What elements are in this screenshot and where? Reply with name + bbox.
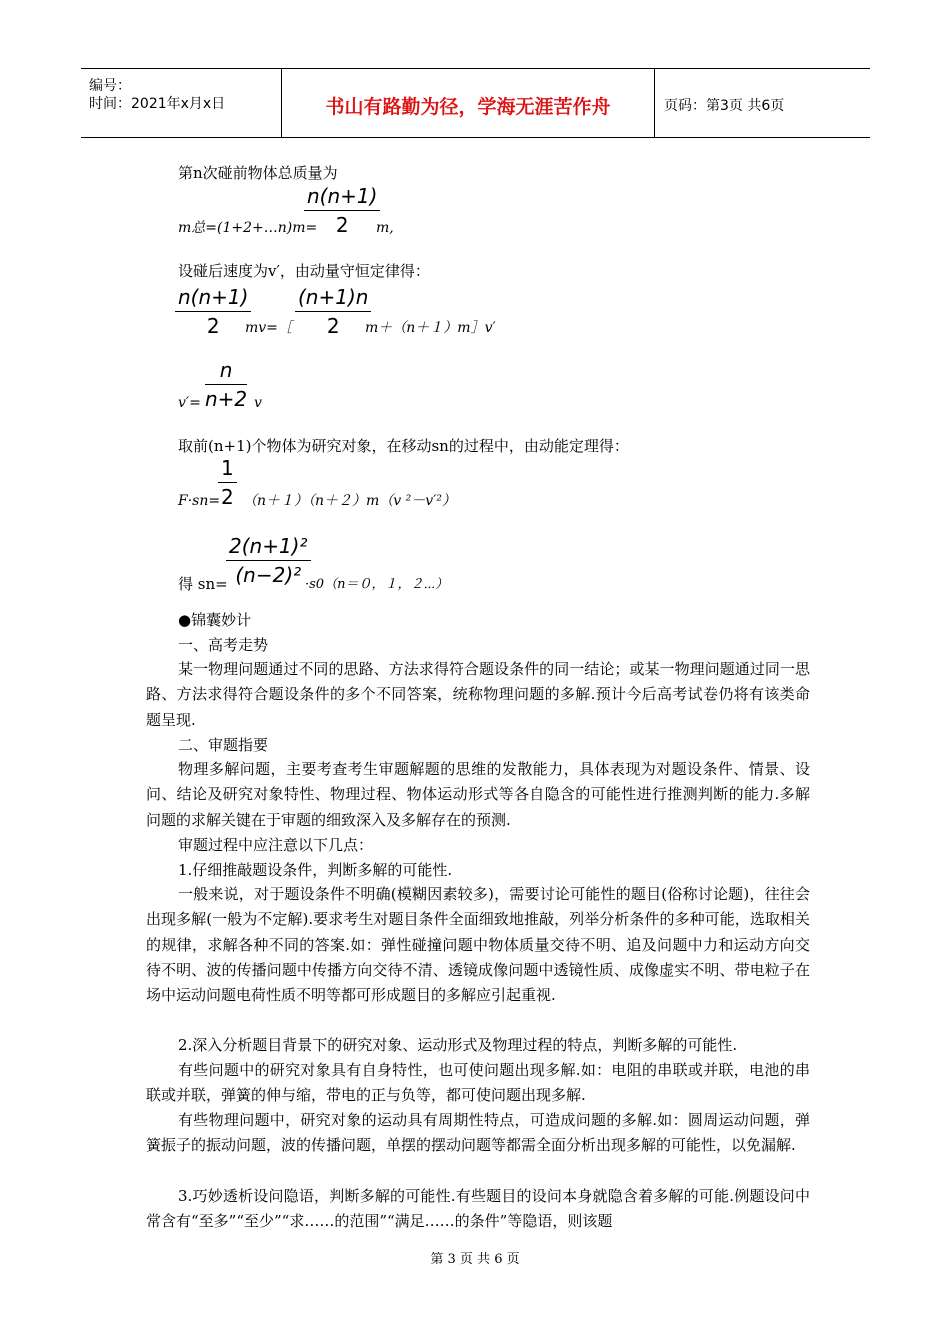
m-total-right: m, — [376, 220, 394, 236]
point-2-paragraph-2: 有些物理问题中，研究对象的运动具有周期性特点，可造成问题的多解.如：圆周运动问题，弹簧振子的振动问题，波的传播问题，单摆的摆动问题等都需全面分析出现多解的可能性，以免漏解. — [146, 1111, 810, 1155]
text-line-1: 第n次碰前物体总质量为 — [178, 164, 338, 182]
fraction-1-denominator: 2 — [335, 213, 349, 237]
id-label: 编号： — [89, 78, 131, 94]
section-2-paragraph: 物理多解问题，主要考查考生审题解题的思维的发散能力，具体表现为对题设条件、情景、设问、结论及研究对象特性、物理过程、物体运动形式等各自隐含的可能性进行推测判断的能力.多解问题的求解关键在于审题的细致深入及多解存在的预测. — [146, 760, 810, 829]
tips-title: ●锦囊妙计 — [178, 611, 252, 629]
fraction-6 — [226, 534, 311, 587]
fraction-2-numerator: n(n+1) — [175, 285, 251, 312]
sn-left: 得 sn= — [178, 575, 228, 593]
point-2-paragraph-1: 有些问题中的研究对象具有自身特性，也可使问题出现多解.如：电阻的串联或并联，电池的串联或并联，弹簧的伸与缩，带电的正与负等，都可使问题出现多解. — [146, 1061, 810, 1105]
notes-intro: 审题过程中应注意以下几点： — [178, 836, 374, 854]
fraction-2-denominator: 2 — [206, 314, 220, 338]
date-label: 时间：2021年x月x日 — [89, 96, 226, 112]
fraction-4-numerator: n — [205, 358, 247, 385]
point-3-paragraph: 3.巧妙透析设问隐语，判断多解的可能性.有些题目的设问本身就隐含着多解的可能.例题设问中常含有“至多”“至少”“求……的范围”“满足……的条件”等隐语，则该题 — [146, 1187, 810, 1231]
section-2-title: 二、审题指要 — [178, 736, 269, 754]
fraction-6-numerator: 2(n+1)² — [226, 534, 311, 561]
fraction-5-numerator: 1 — [218, 456, 237, 483]
m-total-left: m总=(1+2+…n)m= — [178, 220, 318, 236]
fraction-5 — [218, 456, 237, 509]
v-prime-left: v′= — [178, 395, 201, 411]
fraction-5-denominator: 2 — [221, 485, 234, 509]
section-1-paragraph: 某一物理问题通过不同的思路、方法求得符合题设条件的同一结论；或某一物理问题通过同一思路、方法求得符合题设条件的多个不同答案，统称物理问题的多解.预计今后高考试卷仍将有该类命题呈现. — [146, 660, 810, 729]
point-1-paragraph: 一般来说，对于题设条件不明确(模糊因素较多)，需要讨论可能性的题目(俗称讨论题)，往往会出现多解(一般为不定解).要求考生对题目条件全面细致地推敲，列举分析条件的多种可能，选取相关的规律，求解各种不同的答案.如：弹性碰撞问题中物体质量交待不明、追及问题中力和运动方向交待不明、波的传播问题中传播方向交待不清、透镜成像问题中透镜性质、成像虚实不明、带电粒子在场中运动问题电荷性质不明等都可形成题目的多解应引起重视. — [146, 885, 810, 1005]
fraction-1-numerator: n(n+1) — [304, 184, 380, 211]
fs-right: （n＋１）（n＋２）m（v ²－v′²） — [243, 493, 456, 509]
v-prime-right: v — [254, 395, 262, 411]
fraction-2 — [175, 285, 251, 338]
bracket-rest: m＋（n＋１）m］v′ — [365, 320, 496, 336]
fs-left: F·sn= — [178, 493, 221, 509]
fraction-4 — [205, 358, 247, 411]
mv-equals: mv=［ — [245, 320, 292, 336]
fraction-3 — [295, 285, 371, 338]
text-line-2: 设碰后速度为v′，由动量守恒定律得： — [178, 262, 430, 280]
fraction-6-denominator: (n−2)² — [235, 563, 302, 587]
fraction-3-numerator: (n+1)n — [295, 285, 371, 312]
page-code: 页码：第3页 共6页 — [664, 98, 785, 114]
text-line-3: 取前(n+1)个物体为研究对象，在移动sn的过程中，由动能定理得： — [178, 437, 629, 455]
point-2-title: 2.深入分析题目背景下的研究对象、运动形式及物理过程的特点，判断多解的可能性. — [178, 1036, 738, 1054]
section-1-title: 一、高考走势 — [178, 636, 269, 654]
fraction-4-denominator: n+2 — [205, 387, 248, 411]
point-1-title: 1.仔细推敲题设条件，判断多解的可能性. — [178, 861, 453, 879]
page-footer: 第 3 页 共 6 页 — [430, 1252, 520, 1267]
motto: 书山有路勤为径，学海无涯苦作舟 — [325, 96, 611, 118]
sn-right: ·s0（n＝０，１，２⋯） — [305, 577, 449, 592]
fraction-3-denominator: 2 — [326, 314, 340, 338]
